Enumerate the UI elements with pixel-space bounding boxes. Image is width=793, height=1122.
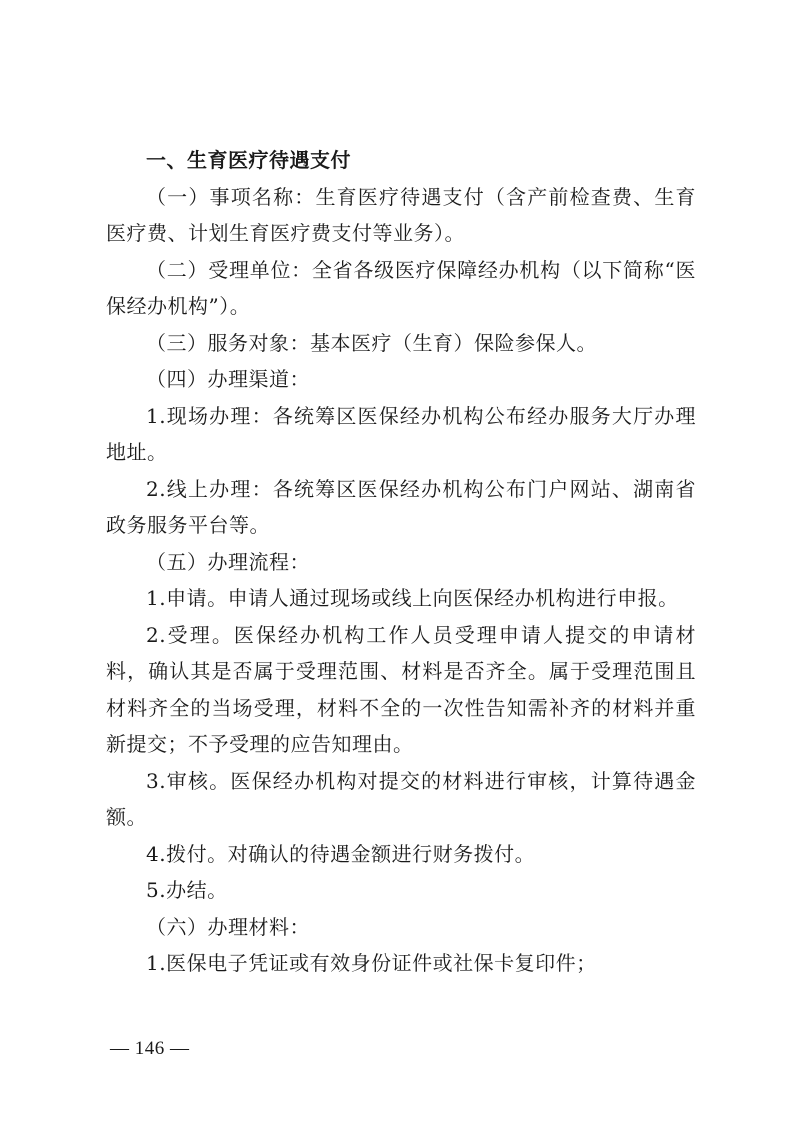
paragraph-material-1: 1.医保电子凭证或有效身份证件或社保卡复印件； bbox=[146, 951, 597, 975]
paragraph-channels-heading: （四）办理渠道： bbox=[146, 367, 310, 391]
paragraph-channel-onsite: 1.现场办理：各统筹区医保经办机构公布经办服务大厅办理地址。 bbox=[106, 403, 696, 464]
paragraph-channel-online: 2.线上办理：各统筹区医保经办机构公布门户网站、湖南省政务服务平台等。 bbox=[106, 476, 696, 537]
document-body bbox=[106, 142, 696, 982]
paragraph-service-target: （三）服务对象：基本医疗（生育）保险参保人。 bbox=[146, 330, 597, 355]
paragraph-item-name: （一）事项名称：生育医疗待遇支付（含产前检查费、生育医疗费、计划生育医疗费支付等业务）。 bbox=[106, 184, 696, 245]
paragraph-process-heading: （五）办理流程： bbox=[146, 549, 310, 574]
paragraph-process-apply: 1.申请。申请人通过现场或线上向医保经办机构进行申报。 bbox=[146, 586, 679, 610]
paragraph-process-complete: 5.办结。 bbox=[146, 878, 228, 902]
paragraph-materials-heading: （六）办理材料： bbox=[146, 914, 310, 939]
paragraph-process-accept: 2.受理。医保经办机构工作人员受理申请人提交的申请材料，确认其是否属于受理范围、材料是否齐全。属于受理范围且材料齐全的当场受理，材料不全的一次性告知需补齐的材料并重新提交；不予受理的应告知理由。 bbox=[106, 622, 696, 756]
paragraph-process-review: 3.审核。医保经办机构对提交的材料进行审核，计算待遇金额。 bbox=[106, 768, 696, 829]
section-heading: 一、生育医疗待遇支付 bbox=[146, 148, 351, 172]
page-number: — 146 — bbox=[110, 1038, 190, 1059]
paragraph-process-payment: 4.拨付。对确认的待遇金额进行财务拨付。 bbox=[146, 841, 536, 866]
paragraph-accepting-unit: （二）受理单位：全省各级医疗保障经办机构（以下简称“医保经办机构”）。 bbox=[106, 257, 696, 318]
